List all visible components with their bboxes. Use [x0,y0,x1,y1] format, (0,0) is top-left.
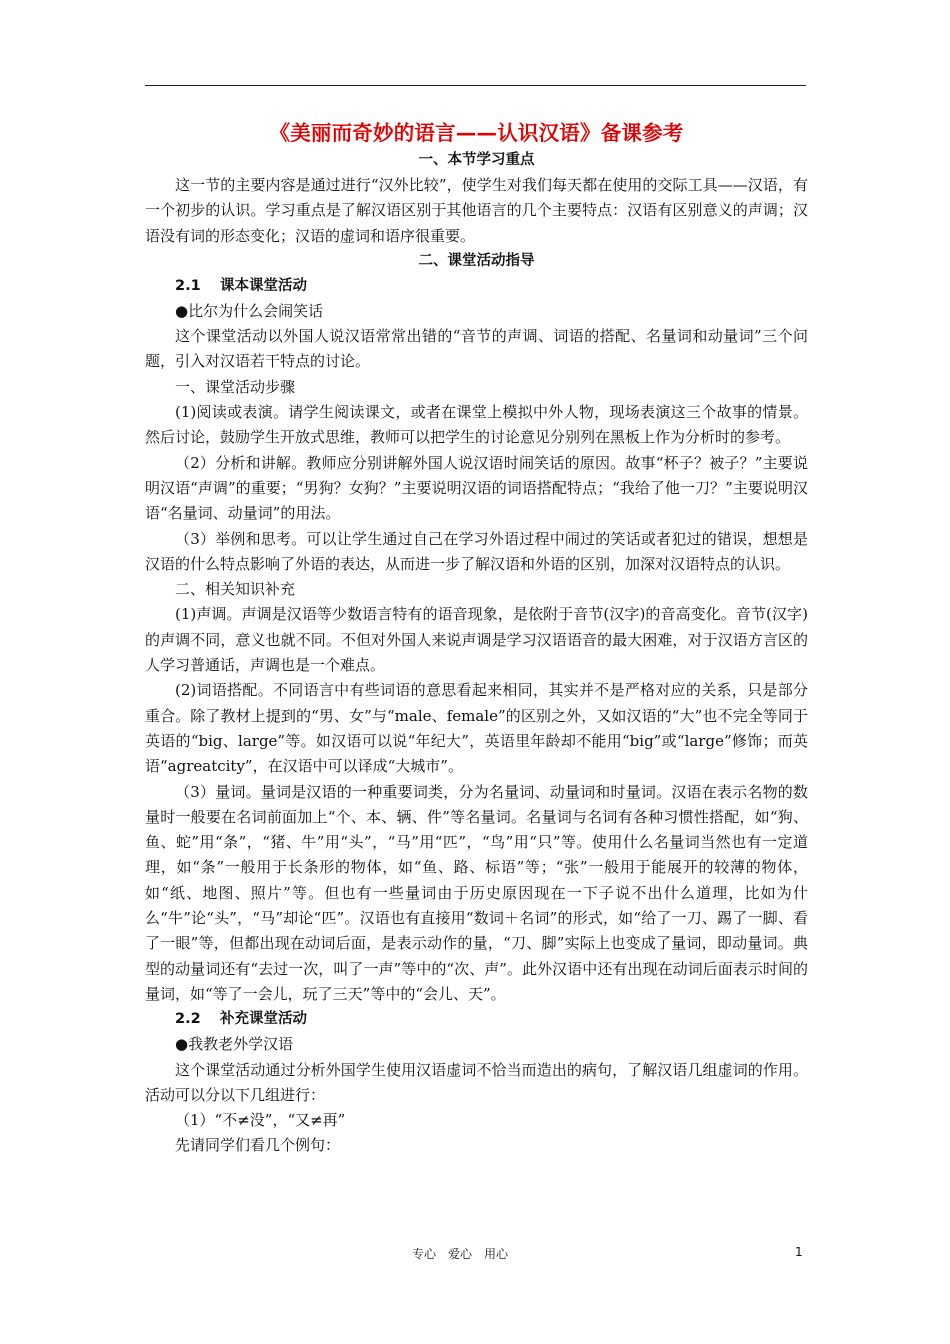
footer-motto: 专心 爱心 用心 [411,1247,508,1261]
steps-heading: 一、课堂活动步骤 [175,377,296,396]
document-title: 《美丽而奇妙的语言——认识汉语》备课参考 [269,121,684,145]
activity-description: 这个课堂活动通过分析外国学生使用汉语虚词不恰当而造出的病句，了解汉语几组虚词的作用。活动可以分以下几组进行： [145,1060,808,1104]
knowledge-paragraph: (1)声调。声调是汉语等少数语言特有的语音现象，是依附于音节(汉字)的音高变化。音节(汉字)的声调不同，意义也就不同。不但对外国人来说声调是学习汉语语音的最大困难，对于汉语方言区的人学习普通话，声调也是一个难点。 [145,605,808,675]
document-body [145,118,808,1159]
knowledge-paragraph: (2)词语搭配。不同语言中有些词语的意思看起来相同，其实并不是严格对应的关系，只是部分重合。除了教材上提到的“男、女”与“male、female”的区别之外，又如汉语的“大”也不完全等同于英语的“big、large”等。如汉语可以说“年纪大”，英语里年龄却不能用“big”或“large”修饰；而英语“agreatcity”，在汉语中可以译成“大城市”。 [145,681,808,776]
header-rule [145,85,806,86]
subsection-2-2 [145,1007,808,1032]
page-number: 1 [795,1245,803,1259]
subsection-title: 补充课堂活动 [220,1011,307,1028]
activity-description: 这个课堂活动以外国人说汉语常常出错的“音节的声调、词语的搭配、名量词和动量词”三个问题，引入对汉语若干特点的讨论。 [145,327,808,371]
page-footer [0,1245,950,1265]
subsection-title: 课本课堂活动 [220,277,307,294]
section-heading-focus: 一、本节学习重点 [418,152,535,168]
activity-title-bill: ●比尔为什么会闹笑话 [175,301,324,320]
knowledge-heading: 二、相关知识补充 [175,580,296,599]
subsection-number: 2.1 [175,277,201,294]
knowledge-paragraph: （3）量词。量词是汉语的一种重要词类，分为名量词、动量词和时量词。汉语在表示名物的数量时一般要在名词前面加上“个、本、辆、件”等名量词。名量词与名词有各种习惯性搭配，如“狗、鱼、蛇”用“条”，“猪、牛”用“头”，“马”用“匹”，“鸟”用“只”等。使用什么名量词当然也有一定道理，如“条”一般用于长条形的物体，如“鱼、路、标语”等；“张”一般用于能展开的较薄的物体，如“纸、地图、照片”等。但也有一些量词由于历史原因现在一下子说不出什么道理，比如为什么“牛”论“头”，“马”却论“匹”。汉语也有直接用“数词＋名词”的形式，如“给了一刀、踢了一脚、看了一眼”等，但都出现在动词后面，是表示动作的量，“刀、脚”实际上也变成了量词，即动量词。典型的动量词还有“去过一次，叫了一声”等中的“次、声”。此外汉语中还有出现在动词后面表示时间的量词，如“等了一会儿，玩了三天”等中的“会儿、天”。 [145,782,808,1003]
intro-paragraph: 这一节的主要内容是通过进行“汉外比较”，使学生对我们每天都在使用的交际工具——汉语，有一个初步的认识。学习重点是了解汉语区别于其他语言的几个主要特点：汉语有区别意义的声调；汉语没有词的形态变化；汉语的虚词和语序很重要。 [145,176,808,245]
section-heading-guidance: 二、课堂活动指导 [418,252,535,269]
activity-title-teach: ●我教老外学汉语 [175,1035,294,1054]
step-paragraph: (1)阅读或表演。请学生阅读课文，或者在课堂上模拟中外人物，现场表演这三个故事的情景。然后讨论，鼓励学生开放式思维，教师可以把学生的讨论意见分别列在黑板上作为分析时的参考。 [145,403,808,447]
group-heading: （1）“不≠没”，“又≠再” [175,1111,346,1130]
subsection-number: 2.2 [175,1011,201,1028]
subsection-2-1 [145,274,808,299]
step-paragraph: （2）分析和讲解。教师应分别讲解外国人说汉语时闹笑话的原因。故事“杯子？被子？”主要说明汉语“声调”的重要；“男狗？女狗？”主要说明汉语的词语搭配特点；“我给了他一刀？”主要说明汉语“名量词、动量词”的用法。 [145,453,808,523]
examples-intro: 先请同学们看几个例句： [175,1136,341,1155]
step-paragraph: （3）举例和思考。可以让学生通过自己在学习外语过程中闹过的笑话或者犯过的错误，想想是汉语的什么特点影响了外语的表达，从而进一步了解汉语和外语的区别，加深对汉语特点的认识。 [145,529,808,573]
